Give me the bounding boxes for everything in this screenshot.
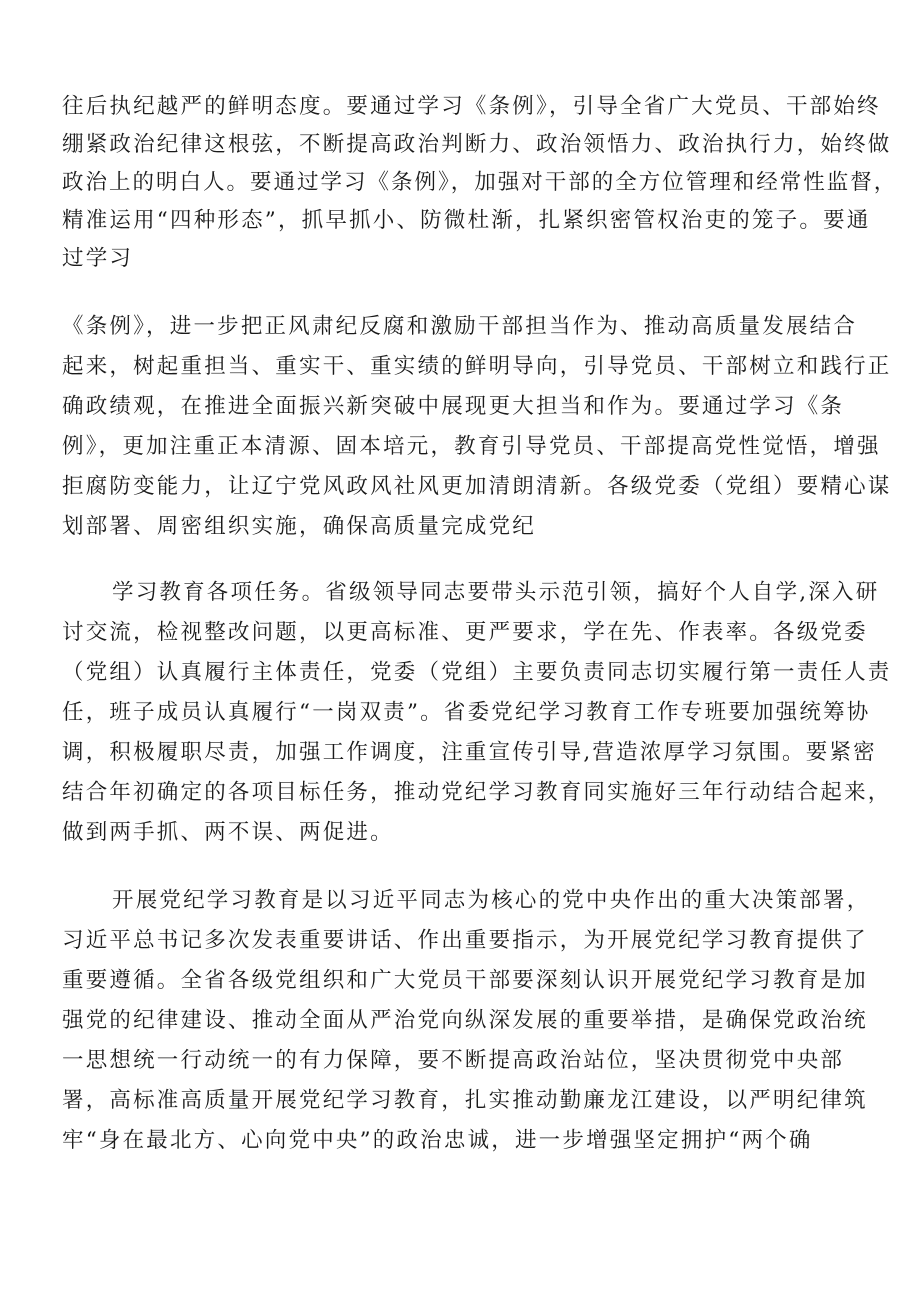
text-line: 绷紧政治纪律这根弦，不断提高政治判断力、政治领悟力、政治执行力，始终做 — [62, 132, 892, 157]
text-line: （党组）认真履行主体责任，党委（党组）主要负责同志切实履行第一责任人责 — [62, 660, 892, 685]
text-line: 拒腐防变能力，让辽宁党风政风社风更加清朗清新。各级党委（党组）要精心谋 — [62, 474, 892, 499]
text-line: 署，高标准高质量开展党纪学习教育，扎实推动勤廉龙江建设，以严明纪律筑 — [62, 1088, 868, 1113]
text-line: 强党的纪律建设、推动全面从严治党向纵深发展的重要举措，是确保党政治统 — [62, 1008, 868, 1033]
text-line: 精准运用“四种形态”，抓早抓小、防微杜渐，扎紧织密管权治吏的笼子。要通 — [62, 208, 871, 233]
text-line: 牢“身在最北方、心向党中央”的政治忠诚，进一步增强坚定拥护“两个确 — [62, 1128, 813, 1153]
text-line: 一思想统一行动统一的有力保障，要不断提高政治站位，坚决贯彻党中央部 — [62, 1048, 845, 1073]
text-line: 起来，树起重担当、重实干、重实绩的鲜明导向，引导党员、干部树立和践行正 — [62, 354, 892, 379]
text-line: 确政绩观，在推进全面振兴新突破中展现更大担当和作为。要通过学习《条 — [62, 394, 845, 419]
text-line: 《条例》，进一步把正风肃纪反腐和激励干部担当作为、推动高质量发展结合 — [62, 314, 858, 339]
text-line: 调，积极履职尽责，加强工作调度，注重宣传引导,营造浓厚学习氛围。要紧密 — [62, 740, 877, 765]
text-line: 学习教育各项任务。省级领导同志要带头示范引领，搞好个人自学,深入研 — [112, 580, 880, 605]
text-line: 结合年初确定的各项目标任务，推动党纪学习教育同实施好三年行动结合起来， — [62, 780, 892, 805]
text-line: 往后执纪越严的鲜明态度。要通过学习《条例》，引导全省广大党员、干部始终 — [62, 94, 881, 119]
text-line: 过学习 — [62, 246, 134, 271]
text-line: 政治上的明白人。要通过学习《条例》，加强对干部的全方位管理和经常性监督， — [62, 170, 898, 195]
text-line: 开展党纪学习教育是以习近平同志为核心的党中央作出的重大决策部署， — [112, 888, 871, 913]
text-line: 任，班子成员认真履行“一岗双责”。省委党纪学习教育工作专班要加强统筹协 — [62, 700, 871, 725]
text-line: 讨交流，检视整改问题，以更高标准、更严要求，学在先、作表率。各级党委 — [62, 620, 868, 645]
text-line: 习近平总书记多次发表重要讲话、作出重要指示，为开展党纪学习教育提供了 — [62, 928, 868, 953]
text-line: 重要遵循。全省各级党组织和广大党员干部要深刻认识开展党纪学习教育是加 — [62, 968, 868, 993]
text-line: 做到两手抓、两不误、两促进。 — [62, 820, 394, 845]
text-line: 例》，更加注重正本清源、固本培元，教育引导党员、干部提高党性觉悟，增强 — [62, 434, 881, 459]
text-line: 划部署、周密组织实施，确保高质量完成党纪 — [62, 514, 537, 539]
